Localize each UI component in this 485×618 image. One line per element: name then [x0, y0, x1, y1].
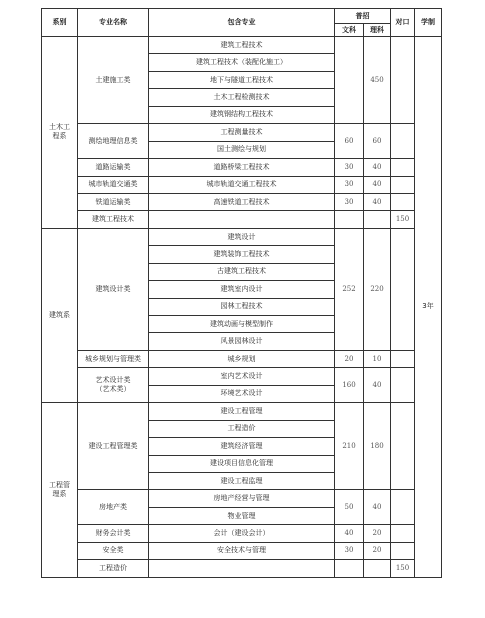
arts-quota-cell: 40 [335, 525, 364, 542]
science-quota-cell: 40 [364, 176, 391, 193]
arts-quota-cell: 210 [335, 403, 364, 490]
table-row [42, 124, 442, 141]
major-group-cell: 建筑设计类 [78, 228, 149, 350]
header-enrollment: 普招 [335, 9, 391, 24]
included-major-cell: 建设工程管理 [149, 403, 335, 420]
major-group-cell: 房地产类 [78, 490, 149, 525]
header-major-name: 专业名称 [78, 9, 149, 37]
table-row [42, 350, 442, 367]
table-row [42, 228, 442, 245]
table-row [42, 368, 442, 385]
science-quota-cell: 220 [364, 228, 391, 350]
included-major-cell: 建筑设计 [149, 228, 335, 245]
science-quota-cell: 40 [364, 368, 391, 403]
arts-quota-cell [335, 560, 364, 577]
major-group-cell: 铁道运输类 [78, 193, 149, 210]
included-major-cell: 古建筑工程技术 [149, 263, 335, 280]
included-major-cell [149, 211, 335, 228]
science-quota-cell: 180 [364, 403, 391, 490]
included-major-cell: 环境艺术设计 [149, 385, 335, 402]
department-cell: 建筑系 [42, 228, 78, 402]
arts-quota-cell: 60 [335, 124, 364, 159]
included-major-cell: 城市轨道交通工程技术 [149, 176, 335, 193]
science-quota-cell: 60 [364, 124, 391, 159]
arts-quota-cell [335, 211, 364, 228]
included-major-cell: 建筑钢结构工程技术 [149, 106, 335, 123]
included-major-cell: 工程造价 [149, 420, 335, 437]
included-major-cell [149, 560, 335, 577]
vocational-quota-cell [391, 403, 415, 490]
science-quota-cell: 20 [364, 525, 391, 542]
science-quota-cell [364, 211, 391, 228]
included-major-cell: 房地产经营与管理 [149, 490, 335, 507]
included-major-cell: 建筑动画与模型制作 [149, 316, 335, 333]
vocational-quota-cell [391, 368, 415, 403]
table-row [42, 211, 442, 228]
included-major-cell: 建筑装饰工程技术 [149, 246, 335, 263]
arts-quota-cell [335, 37, 364, 124]
included-major-cell: 风景园林设计 [149, 333, 335, 350]
science-quota-cell: 10 [364, 350, 391, 367]
table-row [42, 403, 442, 420]
table-row [42, 37, 442, 54]
vocational-quota-cell: 150 [391, 560, 415, 577]
header-duration: 学制 [415, 9, 442, 37]
included-major-cell: 园林工程技术 [149, 298, 335, 315]
header-vocational: 对口 [391, 9, 415, 37]
included-major-cell: 地下与隧道工程技术 [149, 71, 335, 88]
included-major-cell: 建设工程监理 [149, 472, 335, 489]
included-major-cell: 安全技术与管理 [149, 542, 335, 559]
major-group-cell: 艺术设计类 （艺术类） [78, 368, 149, 403]
arts-quota-cell: 30 [335, 176, 364, 193]
department-cell: 工程管理系 [42, 403, 78, 577]
included-major-cell: 高速铁道工程技术 [149, 193, 335, 210]
major-group-cell: 工程造价 [78, 560, 149, 577]
table-row [42, 490, 442, 507]
vocational-quota-cell [391, 176, 415, 193]
vocational-quota-cell [391, 124, 415, 159]
included-major-cell: 建筑室内设计 [149, 281, 335, 298]
major-group-cell: 财务会计类 [78, 525, 149, 542]
major-group-cell: 城乡规划与管理类 [78, 350, 149, 367]
science-quota-cell: 20 [364, 542, 391, 559]
vocational-quota-cell [391, 525, 415, 542]
duration-cell: 3年 [415, 37, 442, 578]
included-major-cell: 建设项目信息化管理 [149, 455, 335, 472]
vocational-quota-cell [391, 542, 415, 559]
vocational-quota-cell [391, 37, 415, 124]
science-quota-cell [364, 560, 391, 577]
included-major-cell: 建筑工程技术 [149, 37, 335, 54]
arts-quota-cell: 252 [335, 228, 364, 350]
major-group-cell: 土建施工类 [78, 37, 149, 124]
included-major-cell: 物业管理 [149, 507, 335, 524]
table-row [42, 193, 442, 210]
included-major-cell: 建筑经济管理 [149, 438, 335, 455]
header-department: 系别 [42, 9, 78, 37]
header-arts: 文科 [335, 24, 364, 37]
included-major-cell: 建筑工程技术（装配化施工） [149, 54, 335, 71]
science-quota-cell: 450 [364, 37, 391, 124]
vocational-quota-cell [391, 350, 415, 367]
included-major-cell: 道路桥梁工程技术 [149, 159, 335, 176]
science-quota-cell: 40 [364, 193, 391, 210]
enrollment-table [41, 8, 442, 578]
vocational-quota-cell [391, 490, 415, 525]
science-quota-cell: 40 [364, 159, 391, 176]
included-major-cell: 城乡规划 [149, 350, 335, 367]
arts-quota-cell: 30 [335, 159, 364, 176]
arts-quota-cell: 30 [335, 542, 364, 559]
arts-quota-cell: 30 [335, 193, 364, 210]
science-quota-cell: 40 [364, 490, 391, 525]
major-group-cell: 测绘地理信息类 [78, 124, 149, 159]
major-group-cell: 建设工程管理类 [78, 403, 149, 490]
header-science: 理科 [364, 24, 391, 37]
included-major-cell: 土木工程检测技术 [149, 89, 335, 106]
vocational-quota-cell [391, 159, 415, 176]
vocational-quota-cell [391, 193, 415, 210]
table-body [42, 37, 442, 578]
major-group-cell: 道路运输类 [78, 159, 149, 176]
header-includes: 包含专业 [149, 9, 335, 37]
header-row-top [42, 9, 442, 24]
included-major-cell: 国土测绘与规划 [149, 141, 335, 158]
vocational-quota-cell: 150 [391, 211, 415, 228]
major-group-cell: 建筑工程技术 [78, 211, 149, 228]
table-row [42, 542, 442, 559]
included-major-cell: 工程测量技术 [149, 124, 335, 141]
department-cell: 土木工程系 [42, 37, 78, 229]
table-row [42, 525, 442, 542]
arts-quota-cell: 50 [335, 490, 364, 525]
arts-quota-cell: 160 [335, 368, 364, 403]
vocational-quota-cell [391, 228, 415, 350]
major-group-cell: 安全类 [78, 542, 149, 559]
arts-quota-cell: 20 [335, 350, 364, 367]
included-major-cell: 室内艺术设计 [149, 368, 335, 385]
table-row [42, 176, 442, 193]
included-major-cell: 会计（建设会计） [149, 525, 335, 542]
table-row [42, 560, 442, 577]
table-row [42, 159, 442, 176]
major-group-cell: 城市轨道交通类 [78, 176, 149, 193]
